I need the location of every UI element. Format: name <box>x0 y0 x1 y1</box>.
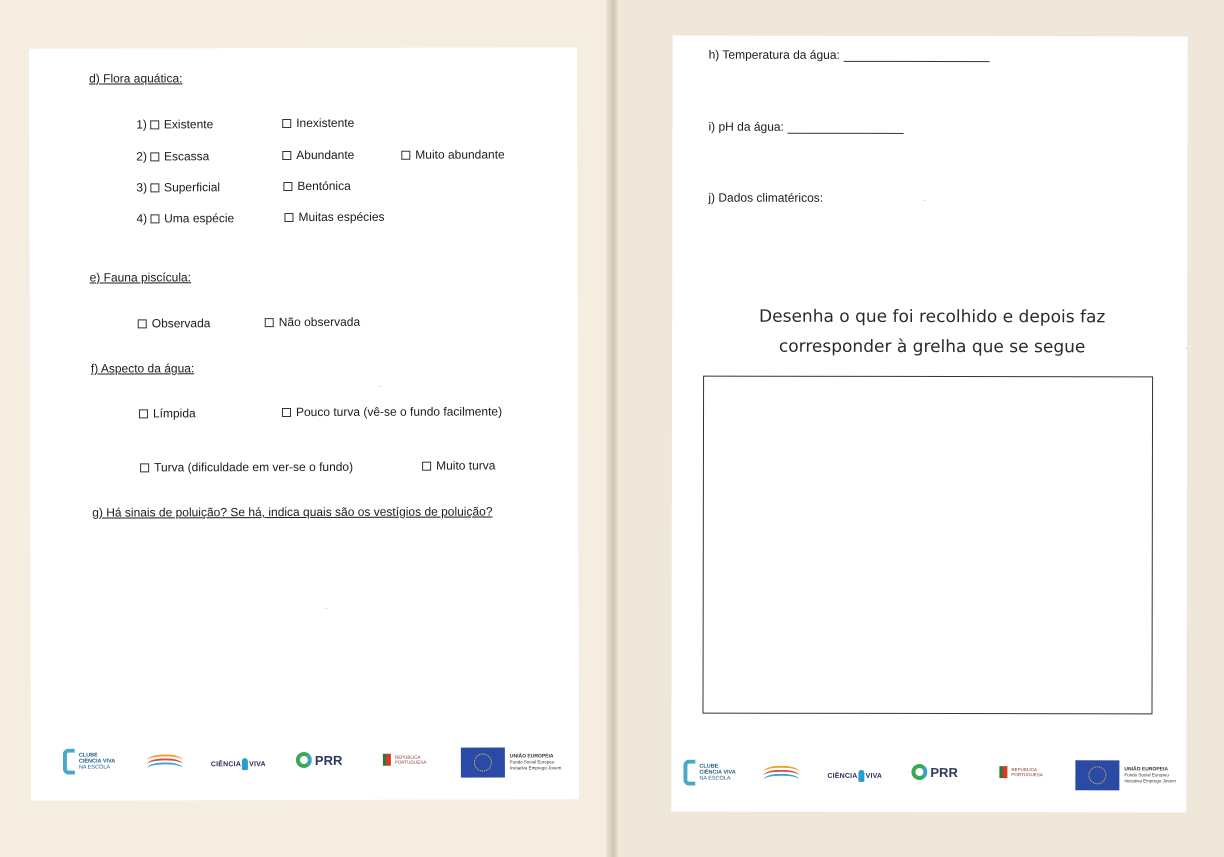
ciencia-viva-logo <box>827 770 882 782</box>
d1-inexistente-option[interactable] <box>282 116 354 130</box>
checkbox[interactable] <box>284 213 293 222</box>
field-i <box>709 120 904 134</box>
checkbox[interactable] <box>282 408 291 417</box>
checkbox[interactable] <box>139 409 148 418</box>
checkbox[interactable] <box>138 319 147 328</box>
eu-line: Fundo Social Europeu <box>1124 772 1169 778</box>
clube-ciencia-viva-logo <box>683 760 735 786</box>
checkbox[interactable] <box>150 152 159 161</box>
d4-uma-especie-option[interactable] <box>136 211 234 225</box>
option-label: Existente <box>163 117 214 132</box>
section-e-heading: e) Fauna piscícula: <box>89 270 192 285</box>
f-muito-turva-option[interactable] <box>422 458 495 472</box>
right-worksheet <box>671 36 1187 813</box>
eu-line: Iniciativa Emprego Jovem <box>1124 778 1176 784</box>
republica-portuguesa-logo <box>383 754 426 766</box>
checkbox[interactable] <box>265 318 274 327</box>
ciencia-viva-figure-icon <box>859 770 865 782</box>
ciencia-viva-figure-icon <box>242 758 248 770</box>
checkbox[interactable] <box>283 182 292 191</box>
eu-text <box>510 753 562 771</box>
paper-speck <box>1186 348 1187 349</box>
option-label: Muito abundante <box>415 147 505 162</box>
checkbox[interactable] <box>282 119 291 128</box>
d2-escassa-option[interactable] <box>136 149 209 163</box>
d2-abundante-option[interactable] <box>282 148 354 162</box>
d4-muitas-especies-option[interactable] <box>284 210 384 224</box>
clube-logo-text <box>79 752 115 770</box>
clube-mark-icon <box>683 760 695 786</box>
clube-logo-line: CIÊNCIA VIVA <box>699 769 736 776</box>
republica-text <box>395 755 426 765</box>
republica-line: REPÚBLICA <box>394 754 421 760</box>
row-number: 3) <box>136 180 148 195</box>
eu-logo <box>461 747 562 777</box>
clube-logo-line: CLUBE <box>699 763 719 770</box>
d1-existente-option[interactable] <box>136 117 213 131</box>
ph-answer-line[interactable] <box>788 123 904 134</box>
prr-logo <box>911 764 957 780</box>
section-g-heading: g) Há sinais de poluição? Se há, indica quais são os vestígios de poluição? <box>92 504 493 520</box>
swoosh-logo <box>763 764 799 784</box>
row-number: 4) <box>136 211 148 226</box>
republica-line: PORTUGUESA <box>394 759 427 765</box>
republica-portuguesa-logo <box>999 766 1042 778</box>
left-worksheet <box>29 47 579 800</box>
checkbox[interactable] <box>150 183 159 192</box>
swoosh-icon <box>147 752 183 772</box>
clube-ciencia-viva-logo <box>63 748 115 774</box>
checkbox[interactable] <box>422 461 431 470</box>
f-limpida-option[interactable] <box>139 406 196 420</box>
prr-logo <box>296 752 342 768</box>
drawing-area[interactable] <box>702 376 1153 715</box>
book-gutter <box>606 0 618 857</box>
clube-logo-line: CLUBE <box>78 752 98 759</box>
field-h-label: h) Temperatura da água: <box>708 47 840 62</box>
field-i-label: i) pH da água: <box>708 119 784 134</box>
f-pouco-turva-option[interactable] <box>282 404 502 419</box>
portugal-flag-icon <box>999 766 1007 778</box>
eu-text <box>1124 766 1176 784</box>
ciencia-viva-text: CIÊNCIA <box>827 772 858 780</box>
row-number: 1) <box>136 117 147 132</box>
checkbox[interactable] <box>140 463 149 472</box>
option-label: Pouco turva (vê-se o fundo facilmente) <box>295 404 503 420</box>
prr-text: PRR <box>930 764 958 780</box>
option-label: Escassa <box>163 149 210 164</box>
checkbox[interactable] <box>150 120 159 129</box>
e-nao-observada-option[interactable] <box>265 315 360 329</box>
prr-text: PRR <box>314 752 343 768</box>
clube-logo-text <box>699 764 735 782</box>
prr-circle-icon <box>296 752 312 768</box>
drawing-instructions-line: corresponder à grelha que se segue <box>778 336 1086 358</box>
ciencia-viva-logo <box>211 758 266 770</box>
republica-line: REPÚBLICA <box>1011 767 1037 773</box>
option-label: Muito turva <box>436 458 496 473</box>
drawing-instructions-line: Desenha o que foi recolhido e depois faz <box>759 306 1106 328</box>
paper-speck <box>326 608 327 609</box>
field-j-label: j) Dados climatéricos: <box>708 190 824 205</box>
section-d-heading: d) Flora aquática: <box>89 71 183 86</box>
eu-line: UNIÃO EUROPEIA <box>1124 766 1169 773</box>
eu-logo <box>1075 760 1176 790</box>
eu-flag-icon <box>461 747 505 777</box>
option-label: Turva (dificuldade em ver-se o fundo) <box>154 459 354 475</box>
ciencia-viva-text: VIVA <box>865 772 883 780</box>
d3-superficial-option[interactable] <box>136 180 220 194</box>
ciencia-viva-text: CIÊNCIA <box>210 760 242 768</box>
eu-line: Iniciativa Emprego Jovem <box>509 765 562 771</box>
field-j <box>708 191 823 205</box>
d2-muito-abundante-option[interactable] <box>401 147 504 161</box>
row-number: 2) <box>136 149 147 164</box>
eu-line: UNIÃO EUROPEIA <box>509 753 554 760</box>
option-label: Abundante <box>296 147 355 163</box>
option-label: Não observada <box>278 314 361 330</box>
checkbox[interactable] <box>282 151 291 160</box>
temperature-answer-line[interactable] <box>844 51 990 62</box>
option-label: Bentónica <box>297 178 351 194</box>
eu-flag-icon <box>1075 760 1119 790</box>
clube-logo-line: NA ESCOLA <box>699 775 731 782</box>
republica-line: PORTUGUESA <box>1011 772 1043 778</box>
paper-speck <box>380 386 381 387</box>
option-label: Muitas espécies <box>298 209 385 225</box>
checkbox[interactable] <box>401 150 410 159</box>
clube-logo-line: NA ESCOLA <box>78 764 111 771</box>
d3-bentonica-option[interactable] <box>283 179 350 193</box>
paper-speck <box>924 200 925 201</box>
clube-mark-icon <box>63 749 75 775</box>
option-label: Superficial <box>164 180 221 195</box>
eu-line: Fundo Social Europeu <box>509 759 555 765</box>
option-label: Inexistente <box>296 115 355 131</box>
clube-logo-line: CIÊNCIA VIVA <box>78 758 116 765</box>
f-turva-option[interactable] <box>140 460 353 475</box>
ciencia-viva-text: VIVA <box>249 760 266 768</box>
e-observada-option[interactable] <box>138 316 211 330</box>
option-label: Uma espécie <box>164 211 235 226</box>
option-label: Límpida <box>152 406 196 421</box>
prr-circle-icon <box>911 764 927 780</box>
portugal-flag-icon <box>383 754 391 766</box>
option-label: Observada <box>151 316 211 331</box>
checkbox[interactable] <box>150 214 159 223</box>
republica-text <box>1011 767 1042 777</box>
swoosh-logo <box>147 752 183 772</box>
section-f-heading: f) Aspecto da água: <box>90 361 195 376</box>
field-h <box>709 48 990 62</box>
swoosh-icon <box>763 764 799 784</box>
drawing-instructions <box>752 302 1112 363</box>
